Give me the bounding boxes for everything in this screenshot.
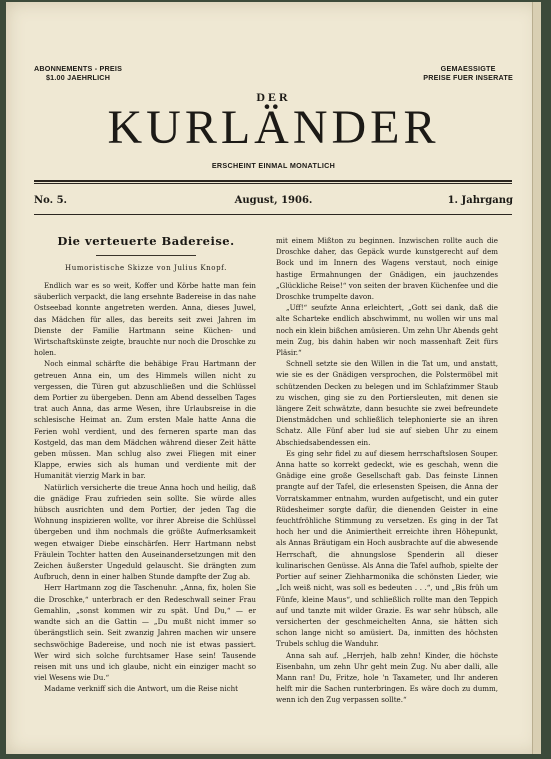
paragraph: Noch einmal schärfte die behäbige Frau Hartmann der getreuen Anna ein, um des Himmels willen nicht zu vergessen, die Türen gut abzuschließen und die Schlüssel dem Portier zu übergeben. Denn am Abend desselben Tages trat auch Anna, das arme Wesen, ihre Urlaubsreise in die schlesische Heimat an. Zum ersten Male hatte Anna die Ferien wohl verdient, und des ferneren sparte man das Kostgeld, das man dem Mädchen während dieser Zeit hätte geben müssen. Man schlug also zwei Fliegen mit einer Klappe, erwies sich als human und verdiente mit der Humanität vierzig Mark in bar. bbox=[34, 359, 256, 481]
paragraph: Schnell setzte sie den Willen in die Tat um, und anstatt, wie sie es der Gnädigen versprochen, die Polstermöbel mit schützenden Decken zu belegen und im Schlafzimmer Staub zu wischen, ging sie zu den Portiersleuten, mit denen sie längere Zeit schwätzte, dann besuchte sie zwei befreundete Dienstmädchen und schließlich telephonierte sie an ihren Schatz. Alle Fünf aber lud sie auf sieben Uhr zu einem Abschiedsabendessen ein. bbox=[276, 359, 498, 447]
paragraph: Natürlich versicherte die treue Anna hoch und heilig, daß die gnädige Frau zufrieden sein sollte. Sie würde alles hübsch ausrichten und dem Portier, der jeden Tag die Wohnung inspizieren wollte, vor ihrer Abreise die Schlüssel übergeben und ihm nochmals die größte Aufmerksamkeit wegen etwaiger Diebe einschärfen. Herr Hartmann nebst Fräulein Tochter hatten den Auseinandersetzungen mit den Zeichen äußerster Ungeduld gelauscht. Sie drängten zum Aufbruch, denn in einer halben Stunde dampfte der Zug ab. bbox=[34, 482, 256, 582]
article-title: Die verteuerte Badereise. bbox=[57, 234, 235, 248]
paragraph: Endlich war es so weit, Koffer und Körbe hatte man fein säuberlich verpackt, die lang ersehnte Badereise in das nahe Ostseebad konnte angetreten werden. Anna, dieses Juwel, das Mädchen für alles, das bereits seit zwei Jahren im Dienste der Familie Hartmann seine Küchen- und Wirtschaftskünste zeigte, brauchte nur noch die Droschke zu holen. bbox=[34, 281, 256, 358]
article-column-left bbox=[34, 280, 256, 695]
paragraph: Es ging sehr fidel zu auf diesem herrschaftslosen Souper. Anna hatte so korrekt gedeckt, wie es geschah, wenn die Gnädige eine große Gesellschaft gab. Das feinste Linnen prangte auf der Tafel, die erlesensten Speisen, die Anna der Vorratskammer entnahm, wurden aufgetischt, und ein guter Rüdesheimer sorgte dafür, die dienenden Geister in eine feuchtfröhliche Stimmung zu versetzen. Es ging in der Tat hoch her und die Animiertheit erreichte ihren Höhepunkt, als Annas Bräutigam ein Hoch ausbrachte auf die abwesende Herrschaft, die ahnungslose Spenderin all dieser kulinarischen Genüsse. Als Anna die Tafel aufhob, spielte der Portier auf seiner Ziehharmonika die schönsten Lieder, wie „Ich weiß nicht, was soll es bedeuten . . .“, und „Bis früh um Fünfe, kleine Maus“, und schließlich rollte man den Teppich auf und tanzte mit wilder Grazie. Es war sehr hübsch, alle versicherten der geschmeichelten Anna, sie hätten sich schon lange nicht so amüsiert. Da, inmitten des höchsten Trubels schlug die Wanduhr. bbox=[276, 448, 498, 649]
article-subtitle: Humoristische Skizze von Julius Knopf. bbox=[65, 264, 227, 272]
subscription-price-line: ABONNEMENTS - PREIS bbox=[34, 64, 123, 73]
advertising-rates-line: GEMAESSIGTE bbox=[440, 64, 496, 73]
paragraph: mit einem Mißton zu beginnen. Inzwischen rollte auch die Droschke daher, das Gepäck wurde kunstgerecht auf dem Bock und im Innern des Wagens verstaut, noch einige hastige Ermahnungen der Gnädigen, ein jauchzendes „Glückliche Reise!“ von seiten der braven Küchenfee und die Droschke trumpelte davon. bbox=[276, 236, 498, 302]
issue-date: August, 1906. bbox=[234, 195, 313, 206]
advertising-rates bbox=[423, 64, 513, 82]
subscription-price-line: $1.00 JAEHRLICH bbox=[45, 73, 111, 82]
issue-volume: 1. Jahrgang bbox=[447, 195, 513, 206]
article-column-right bbox=[276, 235, 498, 706]
issue-rule bbox=[34, 214, 512, 215]
masthead-subtitle: ERSCHEINT EINMAL MONATLICH bbox=[211, 161, 336, 170]
issue-number: No. 5. bbox=[34, 195, 68, 206]
subscription-price bbox=[34, 64, 122, 82]
paragraph: Madame verkniff sich die Antwort, um die Reise nicht bbox=[44, 684, 239, 694]
paragraph: Herr Hartmann zog die Taschenuhr. „Anna, fix, holen Sie die Droschke,“ unterbrach er den Redeschwall seiner Frau Gemahlin, „sonst kommen wir zu spät. Und Du,“ — er wandte sich an die Gattin — „Du mußt nicht immer so überängstlich sein. Seit zwanzig Jahren machen wir unsere sechswöchige Badereise, und noch nie ist etwas passiert. Wer wird sich solche furchtsamer Hase sein! Tausende reisen mit uns und ich glaube, nicht ein einziger macht so viel Wesens wie Du.“ bbox=[34, 583, 256, 683]
masthead-article: DER bbox=[256, 90, 291, 104]
paragraph: Anna sah auf. „Herrjeh, halb zehn! Kinder, die höchste Eisenbahn, um zehn Uhr geht mein Zug. Nu aber dalli, alle Mann ran! Du, Fritze, hole 'n Taxameter, und Ihr anderen helft mir die Sachen runterbringen. Es wäre doch zu dumm, wenn ich den Zug verpassen sollte.“ bbox=[276, 650, 498, 705]
newspaper-page bbox=[6, 2, 541, 754]
masthead-title: KURLÄNDER bbox=[107, 101, 440, 154]
title-rule bbox=[96, 255, 196, 256]
advertising-rates-line: PREISE FUER INSERATE bbox=[423, 73, 513, 82]
header-rule-thin bbox=[34, 183, 512, 184]
paragraph: „Uff!“ seufzte Anna erleichtert, „Gott sei dank, daß die alte Scharteke endlich abschwimmt, nu wollen wir uns mal noch ein klein bißchen amüsieren. Um zehn Uhr Abends geht mein Zug, bis dahin haben wir noch massenhaft Zeit fürs Pläsir.“ bbox=[276, 303, 498, 358]
header-rule bbox=[34, 180, 512, 182]
